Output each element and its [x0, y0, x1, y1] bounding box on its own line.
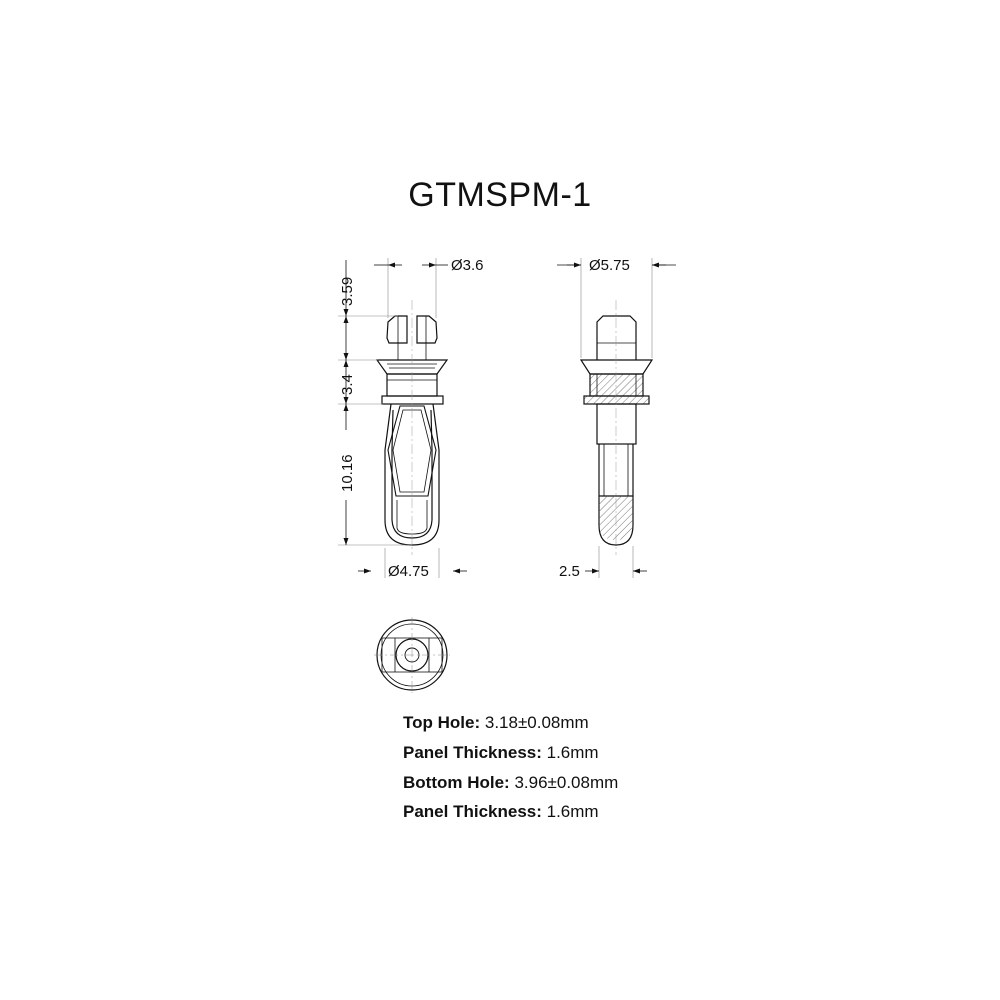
dim-body-height: 10.16 — [339, 454, 356, 492]
dim-body-width: Ø4.75 — [388, 563, 429, 580]
spec-label: Panel Thickness: — [403, 743, 542, 762]
front-view-dimensions — [338, 258, 467, 578]
dim-flange-width: Ø5.75 — [589, 257, 630, 274]
spec-bottom-hole — [403, 773, 618, 793]
spec-label: Bottom Hole: — [403, 773, 510, 792]
spec-label: Top Hole: — [403, 713, 481, 732]
side-view — [581, 316, 652, 545]
spec-value: 3.96±0.08mm — [514, 773, 619, 792]
spec-panel-thickness-top — [403, 743, 599, 763]
drawing-title: GTMSPM-1 — [408, 176, 592, 214]
dim-top-width: Ø3.6 — [451, 257, 484, 274]
spec-panel-thickness-bottom — [403, 802, 599, 822]
spec-value: 1.6mm — [546, 743, 599, 762]
dim-head-height: 3.59 — [339, 276, 356, 306]
spec-value: 1.6mm — [546, 802, 599, 821]
dim-flange-height: 3.4 — [339, 374, 356, 395]
spec-top-hole — [403, 713, 589, 733]
top-view — [374, 617, 450, 693]
dim-pin-width: 2.5 — [559, 563, 580, 580]
centerlines — [412, 300, 616, 555]
spec-label: Panel Thickness: — [403, 802, 542, 821]
spec-value: 3.18±0.08mm — [484, 713, 589, 732]
